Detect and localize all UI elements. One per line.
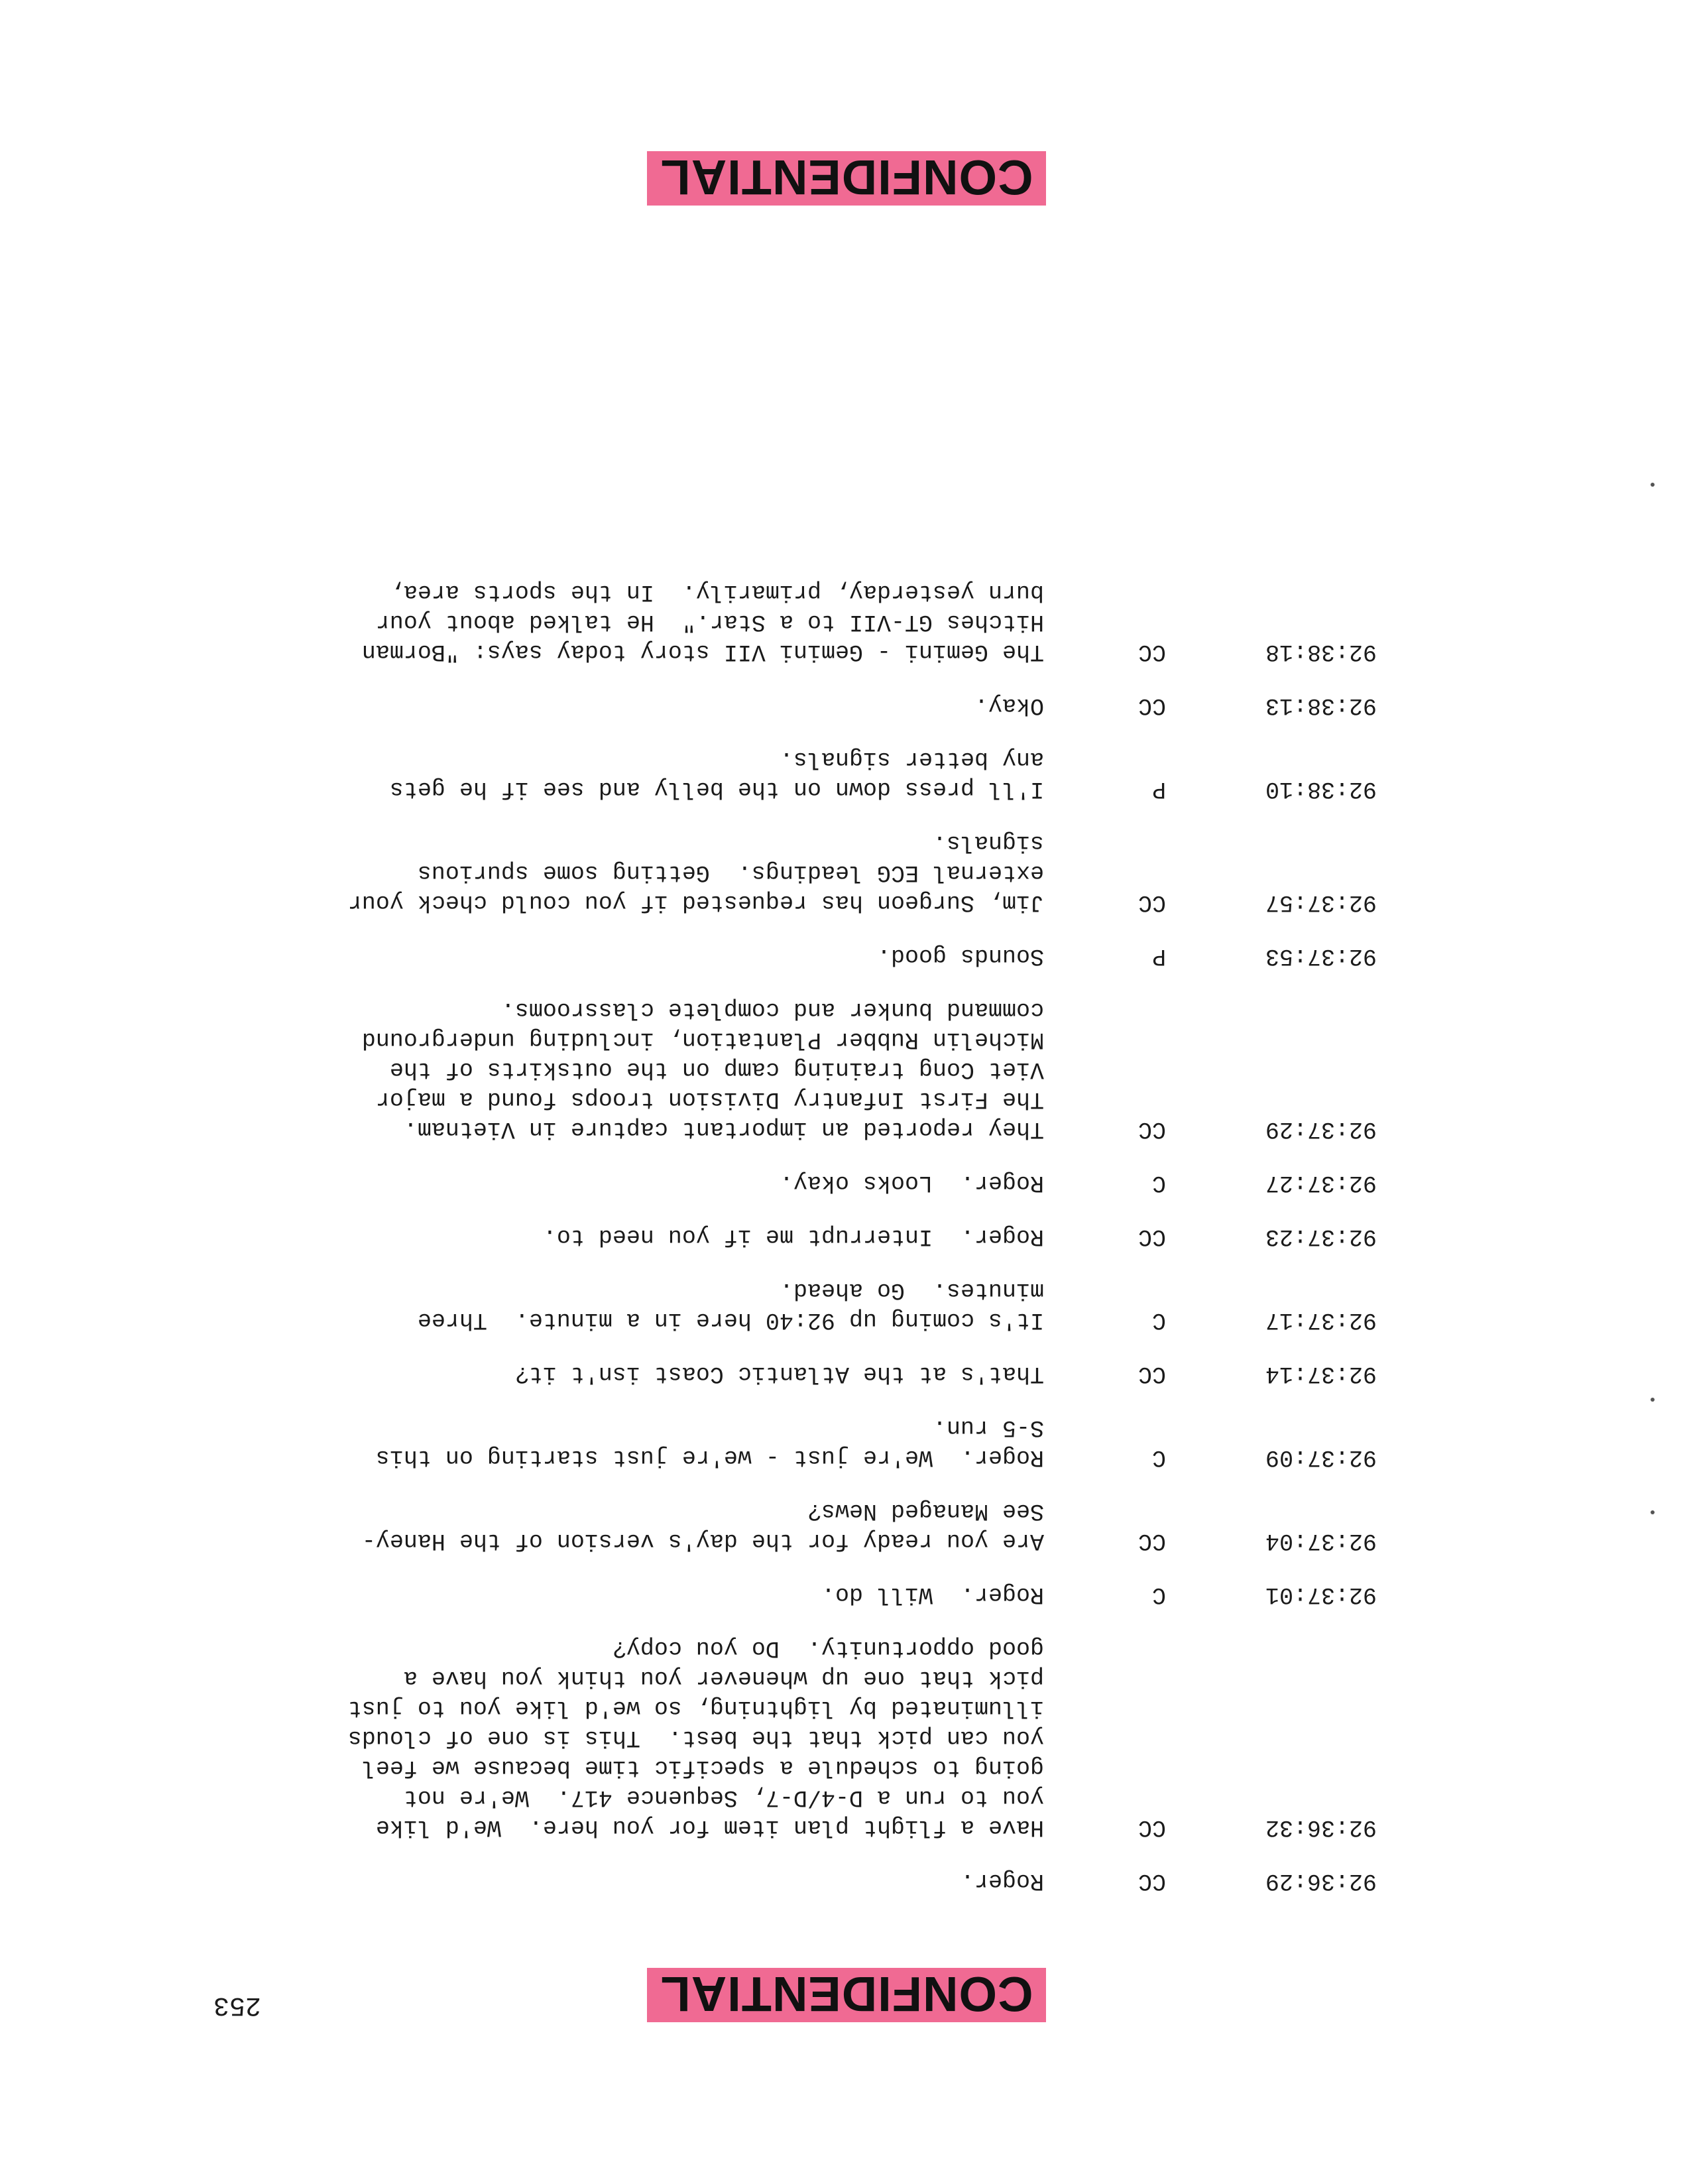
- speaker-code: CC: [1138, 1868, 1166, 1894]
- utterance: [215, 827, 1044, 917]
- timestamp: 92:38:13: [1265, 692, 1377, 719]
- utterance-line: S-5 run.: [932, 1414, 1044, 1441]
- classification-label: CONFIDENTIAL: [647, 1968, 1047, 2022]
- utterance: [215, 1866, 1044, 1896]
- utterance: [215, 1412, 1044, 1472]
- utterance-line: Are you ready for the day's version of the Haney-: [361, 1528, 1044, 1554]
- utterance: [215, 941, 1044, 971]
- utterance-line: The First Infantry Division troops found a major: [375, 1086, 1044, 1113]
- utterance-line: Roger.: [960, 1868, 1044, 1894]
- transcript-row: [0, 1221, 1693, 1251]
- utterance-line: signals.: [932, 829, 1044, 856]
- timestamp: 92:38:10: [1265, 776, 1377, 802]
- utterance: [215, 995, 1044, 1144]
- transcript-row: [0, 1168, 1693, 1197]
- classification-stamp-bottom: [0, 151, 1693, 206]
- utterance-line: They reported an important capture in Vietnam.: [403, 1116, 1044, 1142]
- utterance-line: you can pick that the best. This is one of clouds: [347, 1725, 1044, 1751]
- utterance-line: See Managed News?: [807, 1498, 1044, 1524]
- utterance-line: external ECG leadings. Getting some spurious: [417, 859, 1044, 886]
- transcript-row: [0, 1412, 1693, 1472]
- speaker-code: P: [1151, 776, 1166, 802]
- timestamp: 92:37:27: [1265, 1170, 1377, 1196]
- utterance: [215, 1359, 1044, 1388]
- timestamp: 92:36:32: [1265, 1814, 1377, 1841]
- transcript-row: [0, 1275, 1693, 1335]
- utterance: [215, 577, 1044, 666]
- utterance-line: Michelin Rubber Plantation, including underground: [361, 1026, 1044, 1053]
- speaker-code: CC: [1138, 889, 1166, 916]
- utterance-line: you to run a D-4/D-7, Sequence 417. We're not: [403, 1784, 1044, 1811]
- page-number: 253: [213, 1990, 261, 2020]
- transcript-row: [0, 690, 1693, 720]
- transcript-row: [0, 1633, 1693, 1842]
- transcript-row: [0, 1866, 1693, 1896]
- timestamp: 92:37:23: [1265, 1223, 1377, 1250]
- speaker-code: C: [1151, 1307, 1166, 1333]
- speaker-code: CC: [1138, 1814, 1166, 1841]
- utterance-line: burn yesterday, primarily. In the sports area,: [389, 579, 1044, 605]
- utterance: [215, 744, 1044, 804]
- classification-label: CONFIDENTIAL: [647, 151, 1047, 206]
- timestamp: 92:37:14: [1265, 1361, 1377, 1387]
- transcript-row: [0, 744, 1693, 804]
- utterance-line: Have a flight plan item for you here. We'd like: [375, 1814, 1044, 1841]
- transcript-row: [0, 827, 1693, 917]
- speaker-code: CC: [1138, 638, 1166, 665]
- utterance: [215, 1168, 1044, 1197]
- scan-mark: [1651, 1398, 1655, 1402]
- utterance-line: That's at the Atlantic Coast isn't it?: [514, 1361, 1044, 1387]
- utterance: [215, 1496, 1044, 1555]
- speaker-code: CC: [1138, 1223, 1166, 1250]
- utterance-line: Jim, Surgeon has requested if you could check your: [347, 889, 1044, 916]
- utterance-line: Viet Cong training camp on the outskirts of the: [389, 1056, 1044, 1083]
- speaker-code: C: [1151, 1581, 1166, 1608]
- speaker-code: CC: [1138, 692, 1166, 719]
- utterance-line: any better signals.: [779, 746, 1044, 772]
- utterance-line: The Gemini - Gemini VII story today says: "Borman: [361, 638, 1044, 665]
- timestamp: 92:36:29: [1265, 1868, 1377, 1894]
- timestamp: 92:38:18: [1265, 638, 1377, 665]
- timestamp: 92:37:01: [1265, 1581, 1377, 1608]
- utterance: [215, 1633, 1044, 1842]
- utterance-line: Roger. Interrupt me if you need to.: [542, 1223, 1044, 1250]
- transcript-row: [0, 577, 1693, 666]
- utterance: [215, 690, 1044, 720]
- utterance-line: Hitches GT-VII to a Star." He talked about your: [375, 609, 1044, 635]
- utterance-line: It's coming up 92:40 here in a minute. Three: [417, 1307, 1044, 1333]
- transcript-row: [0, 941, 1693, 971]
- transcript-row: [0, 1359, 1693, 1388]
- speaker-code: CC: [1138, 1116, 1166, 1142]
- timestamp: 92:37:17: [1265, 1307, 1377, 1333]
- utterance-line: Okay.: [974, 692, 1044, 719]
- speaker-code: CC: [1138, 1528, 1166, 1554]
- utterance-line: command bunker and complete classrooms.: [500, 997, 1044, 1023]
- utterance-line: Roger. Will do.: [821, 1581, 1044, 1608]
- timestamp: 92:37:29: [1265, 1116, 1377, 1142]
- utterance-line: Roger. We're just - we're just starting on this: [375, 1444, 1044, 1471]
- utterance-line: minutes. Go ahead.: [779, 1277, 1044, 1304]
- utterance-line: I'll press down on the belly and see if he gets: [389, 776, 1044, 802]
- timestamp: 92:37:09: [1265, 1444, 1377, 1471]
- timestamp: 92:37:53: [1265, 943, 1377, 969]
- timestamp: 92:37:04: [1265, 1528, 1377, 1554]
- utterance-line: good opportunity. Do you copy?: [612, 1635, 1044, 1662]
- speaker-code: C: [1151, 1170, 1166, 1196]
- utterance-line: illuminated by lightning, so we'd like you to just: [347, 1695, 1044, 1721]
- transcript-row: [0, 1496, 1693, 1555]
- utterance: [215, 1221, 1044, 1251]
- transcript-row: [0, 995, 1693, 1144]
- utterance-line: Roger. Looks okay.: [779, 1170, 1044, 1196]
- speaker-code: P: [1151, 943, 1166, 969]
- speaker-code: C: [1151, 1444, 1166, 1471]
- utterance-line: Sounds good.: [876, 943, 1044, 969]
- timestamp: 92:37:57: [1265, 889, 1377, 916]
- utterance: [215, 1579, 1044, 1609]
- utterance-line: going to schedule a specific time because we feel: [361, 1754, 1044, 1781]
- utterance-line: pick that one up whenever you think you have a: [403, 1665, 1044, 1691]
- transcript-entries: [0, 553, 1693, 1896]
- speaker-code: CC: [1138, 1361, 1166, 1387]
- utterance: [215, 1275, 1044, 1335]
- transcript-row: [0, 1579, 1693, 1609]
- scan-mark: [1651, 483, 1655, 487]
- scan-mark: [1651, 1510, 1655, 1514]
